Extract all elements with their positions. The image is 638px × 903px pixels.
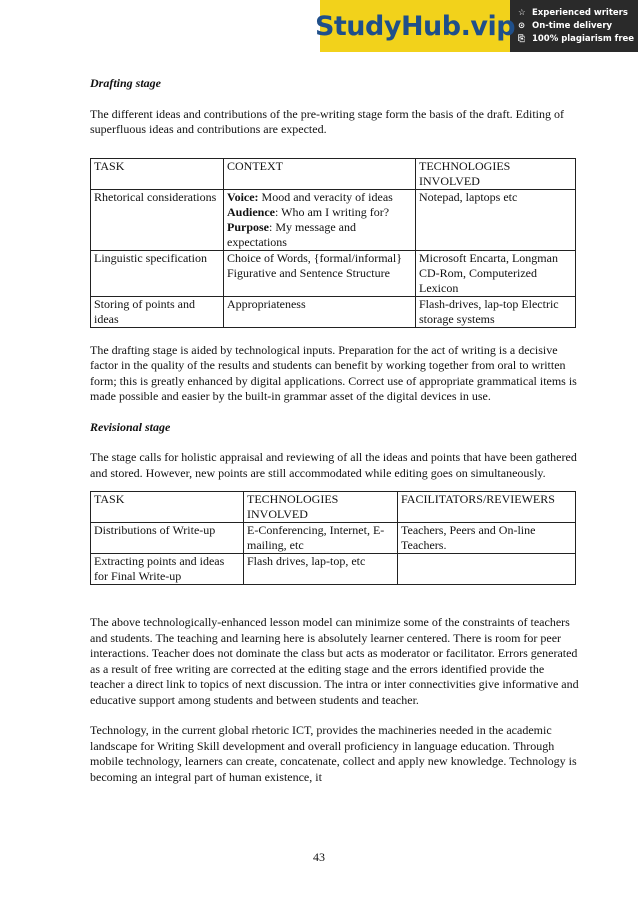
header-cell: TECHNOLOGIES INVOLVED [416, 158, 576, 189]
table-cell: Appropriateness [224, 296, 416, 327]
document-icon: ⎘ [518, 33, 525, 44]
page-number: 43 [313, 850, 325, 864]
table-cell: E-Conferencing, Internet, E-mailing, etc [244, 523, 398, 554]
technology-paragraph: Technology, in the current global rhetoric ICT, provides the machineries needed in the academic landscape for Writing Skill development and overall proficiency in language education. Through mobile technology, learners can create, concatenate, collect and apply new knowledge. Technology is becoming an integral part of human existence, it [90, 723, 577, 784]
table-cell: Voice: Mood and veracity of ideas Audience: Who am I writing for? Purpose: My message and expectations [224, 189, 416, 250]
studyhub-logo[interactable]: StudyHub.vip [320, 0, 510, 52]
drafting-intro: The different ideas and contributions of the pre-writing stage form the basis of the draft. Editing of superfluous ideas and contributions are expected. [90, 106, 564, 136]
table-row [91, 523, 576, 554]
header-cell: FACILITATORS/REVIEWERS [398, 492, 576, 523]
feature-plagiarism-free: ⎘ 100% plagiarism free [518, 33, 635, 44]
header-cell: TASK [91, 492, 244, 523]
table-cell: Rhetorical considerations [91, 189, 224, 250]
table-cell: Teachers, Peers and On-line Teachers. [398, 523, 576, 554]
table-row [91, 296, 576, 327]
table-cell: Distributions of Write-up [91, 523, 244, 554]
drafting-after-paragraph: The drafting stage is aided by technological inputs. Preparation for the act of writing is a decisive factor in the quality of the results and students can benefit by working together from oral to written form; this is greatly enhanced by digital applications. Correct use of appropriate grammatical items is made possible and easier by the built-in grammar asset of the digital devices in use. [90, 342, 577, 403]
table-cell: Storing of points and ideas [91, 296, 224, 327]
table-cell: Choice of Words, {formal/informal} Figurative and Sentence Structure [224, 250, 416, 296]
table-header-row [91, 492, 576, 523]
table-header-row [91, 158, 576, 189]
revisional-intro: The stage calls for holistic appraisal and reviewing of all the ideas and points that have been gathered and stored. However, new points are still accommodated while editing goes on simultaneously. [90, 450, 577, 480]
revisional-stage-heading: Revisional stage [90, 419, 171, 434]
drafting-table [90, 158, 576, 328]
banner-features [510, 7, 634, 46]
table-cell: Microsoft Encarta, Longman CD-Rom, Computerized Lexicon [416, 250, 576, 296]
table-row [91, 189, 576, 250]
table-cell: Linguistic specification [91, 250, 224, 296]
header-cell: CONTEXT [224, 158, 416, 189]
clock-icon: ⊙ [518, 20, 526, 31]
header-cell: TECHNOLOGIES INVOLVED [244, 492, 398, 523]
feature-experienced-writers: ☆ Experienced writers [518, 7, 628, 18]
lesson-model-paragraph: The above technologically-enhanced lesson model can minimize some of the constraints of teachers and students. The teaching and learning here is absolutely learner centered. There is room for peer interactions. Teacher does not dominate the class but acts as moderator or facilitator. Errors generated as a result of free writing are corrected at the editing stage and the errors identified provide the teacher a direct link to topics of next discussion. The intra or inter connectivities give informative and educative support among students and between students and teacher. [90, 615, 579, 707]
revisional-table [90, 491, 576, 585]
table-row [91, 250, 576, 296]
table-row [91, 554, 576, 585]
drafting-stage-heading: Drafting stage [90, 76, 162, 90]
table-cell: Notepad, laptops etc [416, 189, 576, 250]
studyhub-banner[interactable] [314, 0, 638, 52]
star-icon: ☆ [518, 7, 526, 18]
table-cell: Flash drives, lap-top, etc [244, 554, 398, 585]
table-cell: Extracting points and ideas for Final Write-up [91, 554, 244, 585]
table-cell [398, 554, 576, 585]
header-cell: TASK [91, 158, 224, 189]
feature-on-time-delivery: ⊙ On-time delivery [518, 20, 613, 31]
page-content [90, 76, 580, 785]
table-cell: Flash-drives, lap-top Electric storage systems [416, 296, 576, 327]
